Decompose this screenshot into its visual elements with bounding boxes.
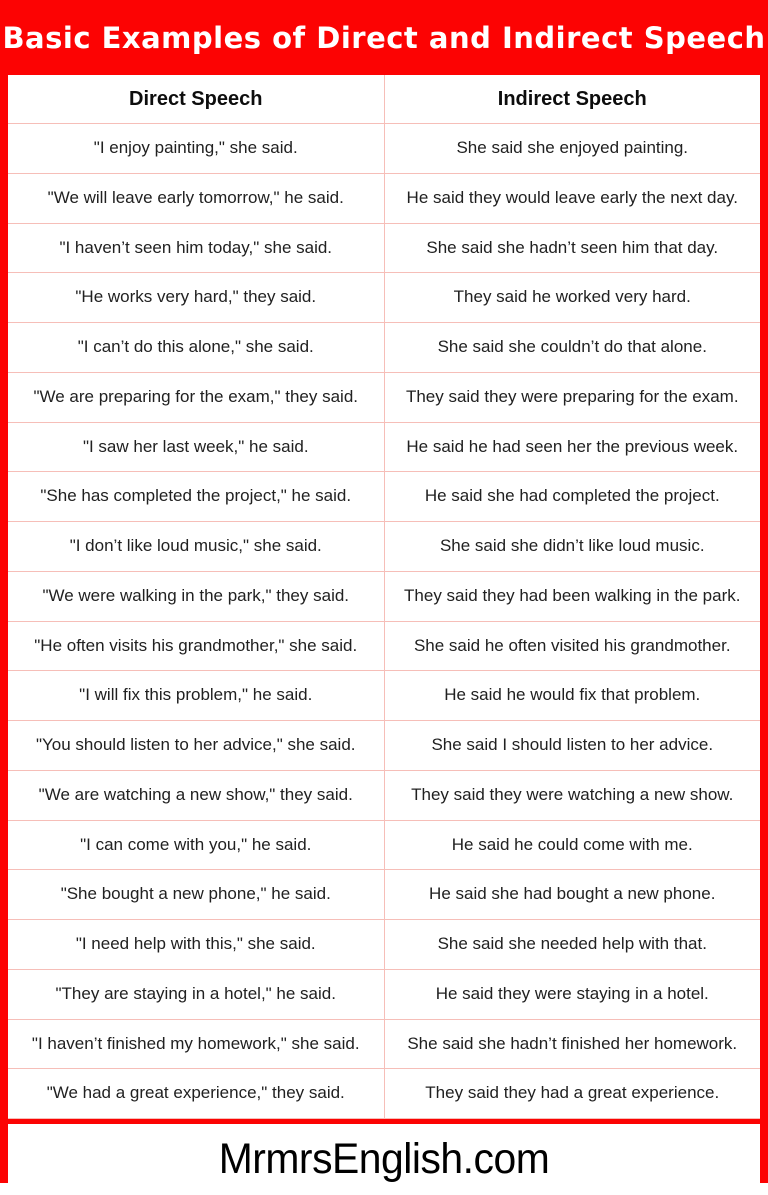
indirect-speech-cell: He said she had completed the project. xyxy=(384,472,761,521)
table-row xyxy=(8,224,760,274)
table-row xyxy=(8,423,760,473)
direct-speech-cell: "We are preparing for the exam," they said. xyxy=(33,386,359,406)
table-row xyxy=(8,1069,760,1119)
table-row xyxy=(8,870,760,920)
direct-speech-cell: "They are staying in a hotel," he said. xyxy=(55,983,336,1003)
direct-speech-cell: "I can come with you," he said. xyxy=(80,834,312,854)
indirect-speech-cell: He said he could come with me. xyxy=(384,821,761,870)
direct-speech-cell: "He works very hard," they said. xyxy=(75,287,317,307)
direct-speech-cell: "We were walking in the park," they said. xyxy=(42,585,350,605)
direct-speech-cell: "She bought a new phone," he said. xyxy=(60,884,331,904)
direct-speech-cell: "I enjoy painting," she said. xyxy=(93,138,298,158)
indirect-speech-cell: They said he worked very hard. xyxy=(384,273,761,322)
direct-speech-cell: "I haven’t seen him today," she said. xyxy=(59,237,333,257)
footer-site-name: MrmrsEnglish.com xyxy=(218,1135,550,1183)
indirect-speech-cell: She said she couldn’t do that alone. xyxy=(384,323,761,372)
direct-speech-cell: "We are watching a new show," they said. xyxy=(38,784,353,804)
direct-speech-cell: "I will fix this problem," he said. xyxy=(79,685,313,705)
indirect-speech-cell: She said I should listen to her advice. xyxy=(384,721,761,770)
table-row xyxy=(8,472,760,522)
indirect-speech-cell: They said they had been walking in the park. xyxy=(384,572,761,621)
title-band xyxy=(0,0,768,75)
page-title: Basic Examples of Direct and Indirect Speech xyxy=(2,20,766,55)
indirect-speech-cell: He said he had seen her the previous week. xyxy=(384,423,761,472)
table-row xyxy=(8,771,760,821)
indirect-speech-cell: They said they were preparing for the exam. xyxy=(384,373,761,422)
indirect-speech-cell: He said they were staying in a hotel. xyxy=(384,970,761,1019)
direct-speech-cell: "I can’t do this alone," she said. xyxy=(77,337,314,357)
direct-speech-cell: "You should listen to her advice," she said. xyxy=(35,735,356,755)
table-row xyxy=(8,522,760,572)
direct-speech-cell: "I don’t like loud music," she said. xyxy=(69,536,322,556)
indirect-speech-cell: He said he would fix that problem. xyxy=(384,671,761,720)
column-header-direct: Direct Speech xyxy=(129,87,263,110)
table-row xyxy=(8,273,760,323)
table-row xyxy=(8,821,760,871)
direct-speech-cell: "We will leave early tomorrow," he said. xyxy=(47,187,344,207)
direct-speech-cell: "I need help with this," she said. xyxy=(75,934,316,954)
indirect-speech-cell: She said she needed help with that. xyxy=(384,920,761,969)
indirect-speech-cell: She said she enjoyed painting. xyxy=(384,124,761,173)
table-row xyxy=(8,174,760,224)
table-row xyxy=(8,721,760,771)
table-row xyxy=(8,373,760,423)
footer-band xyxy=(8,1124,760,1195)
speech-table xyxy=(8,75,760,1119)
indirect-speech-cell: They said they were watching a new show. xyxy=(384,771,761,820)
direct-speech-cell: "We had a great experience," they said. xyxy=(46,1083,345,1103)
table-row xyxy=(8,323,760,373)
column-header-indirect: Indirect Speech xyxy=(384,75,761,123)
direct-speech-cell: "He often visits his grandmother," she said. xyxy=(34,635,358,655)
indirect-speech-cell: She said she hadn’t seen him that day. xyxy=(384,224,761,273)
speech-table-body xyxy=(8,124,760,1119)
indirect-speech-cell: She said he often visited his grandmother. xyxy=(384,622,761,671)
table-row xyxy=(8,920,760,970)
indirect-speech-cell: He said she had bought a new phone. xyxy=(384,870,761,919)
table-row xyxy=(8,671,760,721)
table-row xyxy=(8,622,760,672)
direct-speech-cell: "She has completed the project," he said. xyxy=(40,486,352,506)
direct-speech-cell: "I haven’t finished my homework," she said. xyxy=(31,1033,360,1053)
indirect-speech-cell: She said she hadn’t finished her homework. xyxy=(384,1020,761,1069)
table-row xyxy=(8,572,760,622)
table-header-row xyxy=(8,75,760,124)
table-row xyxy=(8,124,760,174)
table-row xyxy=(8,1020,760,1070)
direct-speech-cell: "I saw her last week," he said. xyxy=(82,436,309,456)
indirect-speech-cell: She said she didn’t like loud music. xyxy=(384,522,761,571)
indirect-speech-cell: He said they would leave early the next day. xyxy=(384,174,761,223)
table-row xyxy=(8,970,760,1020)
indirect-speech-cell: They said they had a great experience. xyxy=(384,1069,761,1118)
